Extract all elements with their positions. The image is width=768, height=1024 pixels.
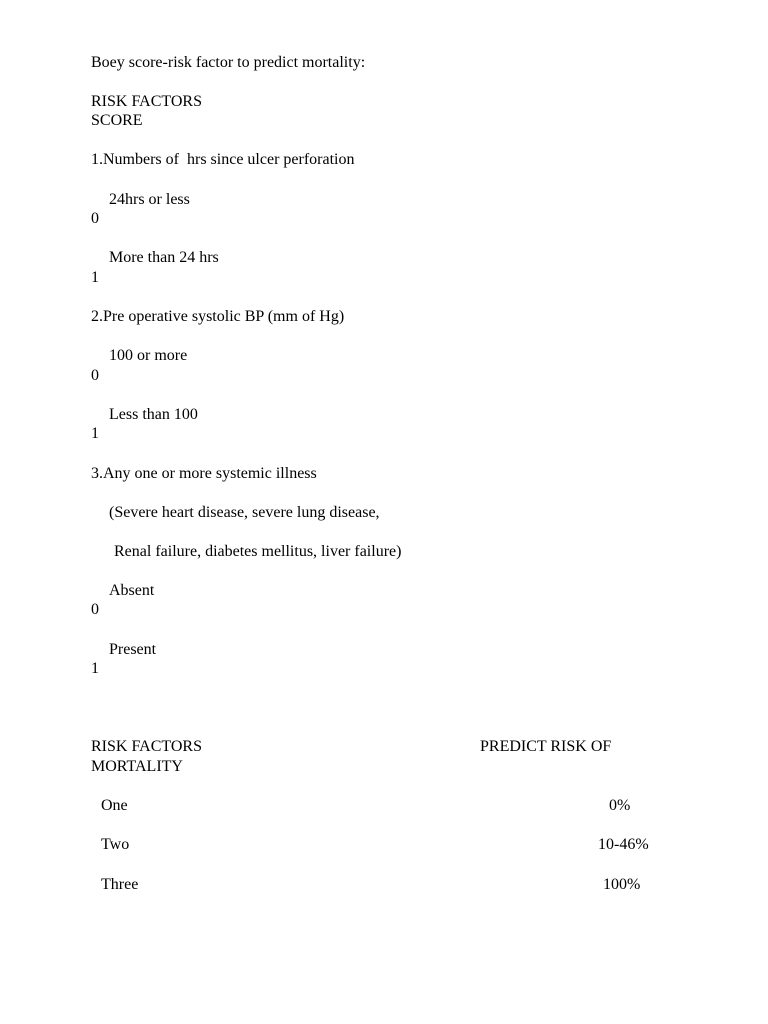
- factor-2-option-2-label: Less than 100: [109, 406, 198, 423]
- factor-3-option-1-label: Absent: [109, 582, 155, 599]
- factor-3-option-2-score: 1: [91, 660, 99, 677]
- mortality-row-2-risk: Two: [101, 836, 130, 853]
- factor-1-option-2-label: More than 24 hrs: [109, 249, 219, 266]
- mortality-row-3-value: 100%: [603, 876, 641, 893]
- factor-3-option-1-score: 0: [91, 601, 99, 618]
- mortality-header-predict-risk: PREDICT RISK OF: [480, 738, 612, 755]
- factor-3-note-2: Renal failure, diabetes mellitus, liver failure): [114, 543, 402, 560]
- factor-1-option-2-score: 1: [91, 269, 99, 286]
- mortality-row-2-value: 10-46%: [598, 836, 649, 853]
- mortality-row-1-value: 0%: [609, 797, 631, 814]
- mortality-row-1-risk: One: [101, 797, 128, 814]
- factor-1-option-1-score: 0: [91, 210, 99, 227]
- factor-2-option-2-score: 1: [91, 425, 99, 442]
- score-header-score: SCORE: [91, 112, 143, 129]
- factor-1-option-1-label: 24hrs or less: [109, 191, 190, 208]
- factor-1-label: 1.Numbers of hrs since ulcer perforation: [91, 151, 355, 168]
- factor-2-option-1-label: 100 or more: [109, 347, 188, 364]
- score-header-risk-factors: RISK FACTORS: [91, 93, 202, 110]
- mortality-header-mortality: MORTALITY: [91, 758, 183, 775]
- mortality-row-3-risk: Three: [101, 876, 139, 893]
- factor-3-note-1: (Severe heart disease, severe lung disease,: [109, 504, 380, 521]
- factor-3-option-2-label: Present: [109, 641, 157, 658]
- factor-2-option-1-score: 0: [91, 367, 99, 384]
- mortality-header-risk-factors: RISK FACTORS: [91, 738, 202, 755]
- factor-2-label: 2.Pre operative systolic BP (mm of Hg): [91, 308, 345, 325]
- document-title: Boey score-risk factor to predict mortality:: [91, 54, 366, 71]
- factor-3-label: 3.Any one or more systemic illness: [91, 465, 317, 482]
